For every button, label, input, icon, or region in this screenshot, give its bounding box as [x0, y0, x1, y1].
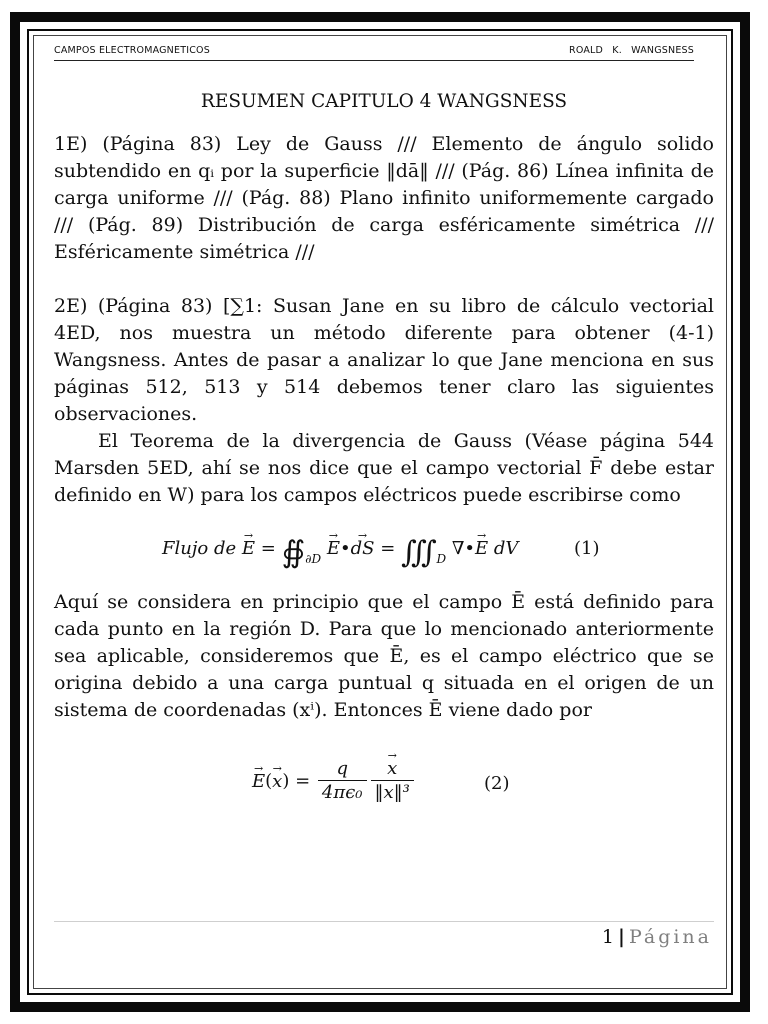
paragraph-2e: 2E) (Página 83) [∑1: Susan Jane en su libro de cálculo vectorial 4ED, nos muestra un método diferente para obtener (4-1) Wangsness. Antes de pasar a analizar lo que Jane menciona en sus páginas 512, 513 y 514 debemos tener claro las siguientes observaciones. [54, 295, 714, 425]
header-left: CAMPOS ELECTROMAGNETICOS [54, 45, 210, 56]
paragraph-1e: 1E) (Página 83) Ley de Gauss /// Elemento de ángulo solido subtendido en qᵢ por la superficie ‖dā‖ /// (Pág. 86) Línea infinita de carga uniforme /// (Pág. 88) Plano infinito uniformemente cargado /// (Pág. 89) Distribución de carga esféricamente simétrica /// Esféricamente simétrica /// [54, 133, 714, 263]
eq2-paren-open: ( [265, 770, 273, 792]
eq2-den-4pieps: 4πϵ₀ [321, 782, 363, 803]
eq2-fraction-2 [371, 758, 414, 805]
paragraph-field-definition: Aquí se considera en principio que el campo Ē está definido para cada punto en la región D. Para que lo mencionado anteriormente sea aplicable, consideremos que Ē, es el campo eléctrico que se origina debido a una carga puntual q situada en el origen de un sistema de coordenadas (xⁱ). Entonces Ē viene dado por [54, 591, 714, 721]
running-header [54, 44, 694, 61]
eq2-den-norm: ‖x‖³ [374, 782, 410, 803]
eq1-dot: • [339, 538, 351, 559]
eq2-number: (2) [484, 773, 510, 794]
eq2-x-vector: → x [272, 768, 282, 795]
eq1-nabla: ∇• [451, 538, 476, 559]
footer-page-word: Página [628, 926, 712, 948]
paragraph-divergence: El Teorema de la divergencia de Gauss (Véase página 544 Marsden 5ED, ahí se nos dice que el campo vectorial F̄ debe estar definido en W) para los campos eléctricos puede escribirse como [54, 430, 714, 506]
document-title: RESUMEN CAPITULO 4 WANGSNESS [200, 91, 568, 112]
equation-2 [54, 748, 714, 832]
page-footer [602, 926, 712, 948]
footer-separator: | [618, 926, 625, 948]
eq1-sub-d: D [436, 552, 447, 566]
header-right: ROALD K. WANGSNESS [569, 45, 694, 56]
eq2-equals: = [295, 770, 311, 792]
eq1-e-vector-2: → E [327, 535, 340, 562]
footer-divider [54, 921, 714, 922]
page-number: 1 [601, 926, 615, 948]
eq1-volume-integral: ∭ [401, 535, 437, 570]
eq1-surface-integral: ∯ [281, 535, 306, 570]
eq2-num-x: → x [387, 758, 397, 780]
eq1-e-vector-3: → E [475, 535, 488, 562]
eq1-sub-boundary: ∂D [305, 552, 322, 566]
eq1-ds: → dS [351, 535, 375, 562]
equation-1 [54, 517, 714, 581]
eq1-equals: = [260, 538, 276, 559]
eq2-fraction-1 [318, 758, 367, 805]
eq1-dv: dV [493, 538, 519, 559]
eq2-e-vector: → E [252, 768, 265, 795]
eq1-equals-2: = [380, 538, 396, 559]
eq1-lead: Flujo de [162, 538, 237, 559]
eq2-paren-close: ) [282, 770, 290, 792]
eq1-number: (1) [574, 538, 600, 559]
document-body [54, 88, 714, 840]
eq1-e-vector: → E [242, 535, 255, 562]
eq2-num-q: q [318, 758, 367, 781]
